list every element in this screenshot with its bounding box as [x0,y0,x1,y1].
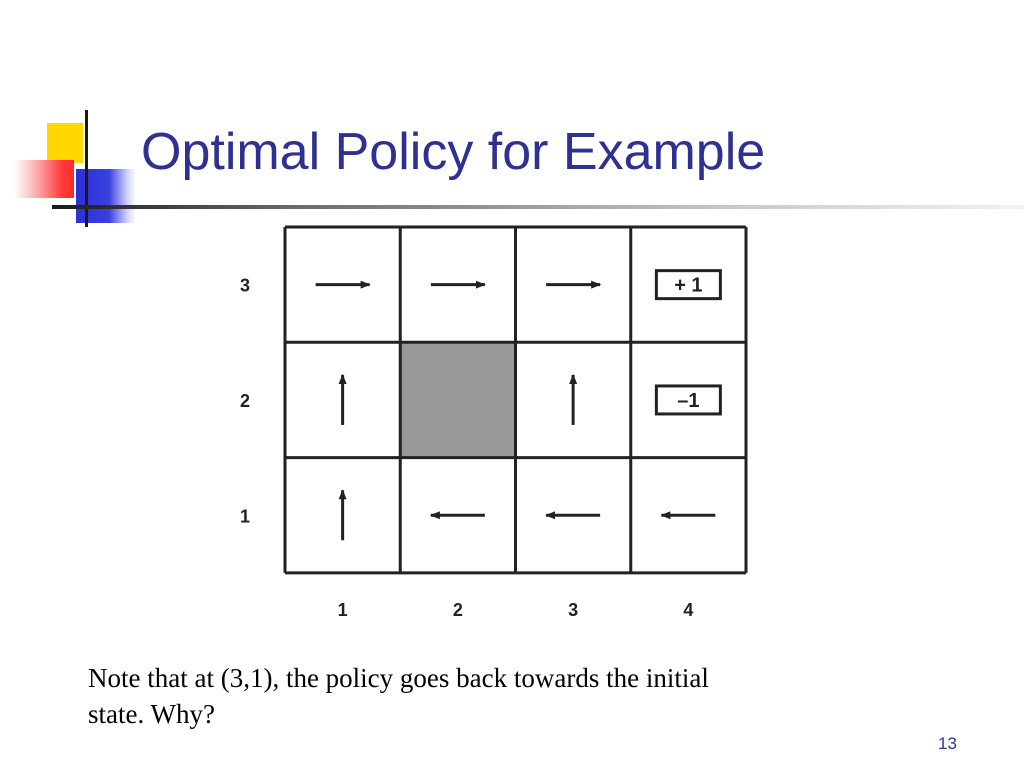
slide-title: Optimal Policy for Example [141,123,766,181]
terminal-reward-label: + 1 [674,274,703,297]
column-label: 4 [683,600,694,620]
page-number: 13 [938,734,957,753]
terminal-reward-label: –1 [677,389,700,412]
column-label: 3 [568,600,579,620]
row-label: 1 [239,506,251,527]
row-label: 2 [239,390,251,411]
row-label: 3 [239,275,251,296]
wall-cell [400,342,515,457]
note-line-1: Note that at (3,1), the policy goes back towards the initial [88,663,709,693]
column-label: 2 [452,600,463,620]
note-line-2: state. Why? [88,699,215,729]
column-label: 1 [337,600,348,620]
note-text [88,660,908,732]
